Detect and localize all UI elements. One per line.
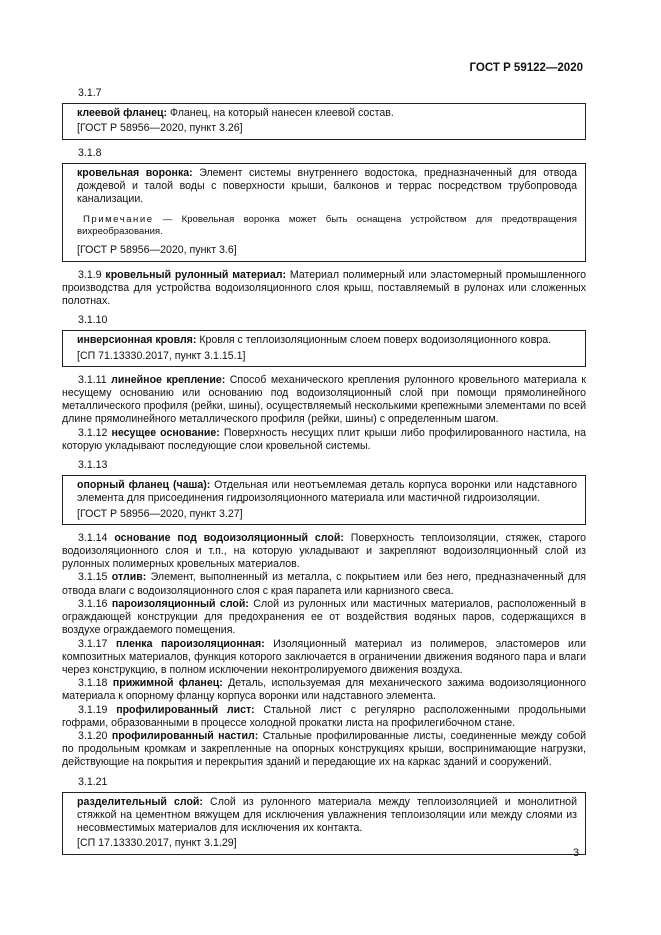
item-number: 3.1.19 (78, 703, 108, 716)
definition: Материал полимерный или эластомерный промышленного производства для устройства водоизоляционного слоя крыш, поставляемый в рулонах или сложенных полотнах. (62, 268, 586, 308)
term: пленка пароизоляционная: (116, 637, 265, 650)
item-number: 3.1.12 (78, 426, 108, 439)
item-number: 3.1.8 (78, 146, 102, 159)
definition: Стальной лист с регулярно расположенными продольными гофрами, образованными в процессе холодной прокатки листа на профилегибочном стане. (62, 703, 586, 729)
term-paragraph (62, 730, 586, 770)
page-number: 3 (573, 847, 580, 859)
item-number: 3.1.7 (78, 87, 102, 99)
terms-section (62, 87, 586, 862)
item-number: 3.1.15 (78, 571, 108, 584)
item-number: 3.1.16 (78, 597, 108, 610)
note-label: Примечание (83, 214, 154, 226)
term-paragraph (62, 704, 586, 730)
term: разделительный слой: (77, 795, 203, 808)
term: профилированный лист: (116, 703, 255, 716)
item-number: 3.1.11 (78, 373, 107, 386)
definition: Поверхность теплоизоляции, стяжек, старого водоизоляционного слоя и т.п., на которую укладывают и закрепляют водоизоляционный слой из рулонных полимерных кровельных материалов. (62, 531, 586, 571)
term: инверсионная кровля: (77, 334, 197, 347)
term-box (62, 792, 586, 855)
definition: Кровля с теплоизоляционным слоем поверх водоизоляционного ковра. (196, 334, 552, 347)
item-number: 3.1.18 (78, 677, 108, 690)
term: несущее основание: (111, 426, 220, 439)
item-number: 3.1.21 (78, 775, 108, 788)
term-paragraph (62, 532, 586, 572)
definition: Стальные профилированные листы, соединенные между собой по продольным кромкам и закрепленные на опорных конструкциях крыши, воспринимающие нагрузки, действующие на покрытия и перекрытия зданий и передающие их на каркас зданий и сооружений. (62, 729, 586, 769)
term-paragraph (62, 598, 586, 638)
definition: Фланец, на который нанесен клеевой состав. (167, 107, 394, 120)
definition: Слой из рулонных или мастичных материалов, расположенный в ограждающей конструкции для предохранения ее от воздействия водяных паров, содержащихся в воздухе ограждаемого помещения. (62, 597, 586, 637)
source-reference: [СП 17.13330.2017, пункт 3.1.29] (77, 837, 237, 850)
term: прижимной фланец: (112, 677, 223, 690)
definition: Слой из рулонного материала между теплоизоляцией и монолитной стяжкой на цементном вяжущем для исключения увлажнения теплоизоляции или между слоями из несовместимых материалов для исключения их контакта. (77, 795, 577, 835)
definition: Изоляционный материал из полимеров, эластомеров или композитных материалов, функция которого заключается в ограничении движения водяного пара и влаги через конструкцию, в полном исключении неконтролируемого движения воздуха. (62, 637, 586, 676)
definition: Деталь, используемая для механического зажима водоизоляционного материала к опорному фланцу корпуса воронки или надставного элемента. (62, 677, 587, 703)
definition: Поверхность несущих плит крыши либо профилированного настила, на которую укладывают последующие слои кровельной системы. (62, 426, 586, 452)
document-code: ГОСТ Р 59122—2020 (469, 62, 583, 74)
term-paragraph (62, 269, 586, 309)
source-reference: [ГОСТ Р 58956—2020, пункт 3.27] (77, 507, 243, 520)
item-number: 3.1.13 (78, 459, 108, 472)
term-paragraph (62, 638, 586, 678)
item-number: 3.1.9 (78, 268, 102, 281)
term: линейное крепление: (111, 373, 226, 386)
note-text: — Кровельная воронка может быть оснащена устройством для предотвращения вихреобразования. (77, 214, 577, 238)
definition: Элемент системы внутреннего водостока, предназначенный для отвода дождевой и талой воды с поверхности крыши, балконов и террас посредством трубопровода канализации. (77, 166, 577, 206)
term: профилированный настил: (111, 729, 259, 742)
item-number: 3.1.14 (78, 531, 108, 544)
definition: Способ механического крепления рулонного кровельного материала к несущему основанию или основанию под водоизоляционный слой при помощи прямолинейного металлического профиля (рейки, шины), осуществляемый несколькими крепежными элементами по всей длине прямолинейного металлического профиля (рейки, шины) с определенным шагом. (62, 373, 586, 426)
term: отлив: (111, 571, 147, 584)
item-number: 3.1.10 (78, 314, 108, 327)
term-box (62, 103, 586, 139)
term-box (62, 330, 586, 366)
item-number: 3.1.20 (78, 729, 108, 742)
item-number: 3.1.17 (78, 637, 108, 650)
term: клеевой фланец: (77, 107, 168, 120)
term-box (62, 163, 586, 262)
term: опорный фланец (чаша): (77, 479, 211, 492)
definition: Элемент, выполненный из металла, с покрытием или без него, предназначенный для отвода влаги с водоизоляционного слоя с края парапета или карнизного свеса. (62, 571, 586, 597)
term-paragraph (62, 677, 586, 703)
term: пароизоляционный слой: (111, 597, 249, 610)
term: основание под водоизоляционный слой: (114, 531, 344, 544)
term-box (62, 475, 586, 525)
term-paragraph (62, 571, 586, 597)
source-reference: [ГОСТ Р 58956—2020, пункт 3.26] (77, 122, 243, 135)
term-paragraph (62, 374, 586, 427)
note (77, 214, 585, 238)
source-reference: [СП 71.13330.2017, пункт 3.1.15.1] (77, 349, 246, 362)
term: кровельный рулонный материал: (105, 268, 287, 281)
definition: Отдельная или неотъемлемая деталь корпуса воронки или надставного элемента для присоединения гидроизоляционного материала или мастичной гидроизоляции. (77, 479, 577, 505)
source-reference: [ГОСТ Р 58956—2020, пункт 3.6] (77, 244, 237, 257)
term: кровельная воронка: (77, 166, 193, 179)
term-paragraph (62, 427, 586, 453)
